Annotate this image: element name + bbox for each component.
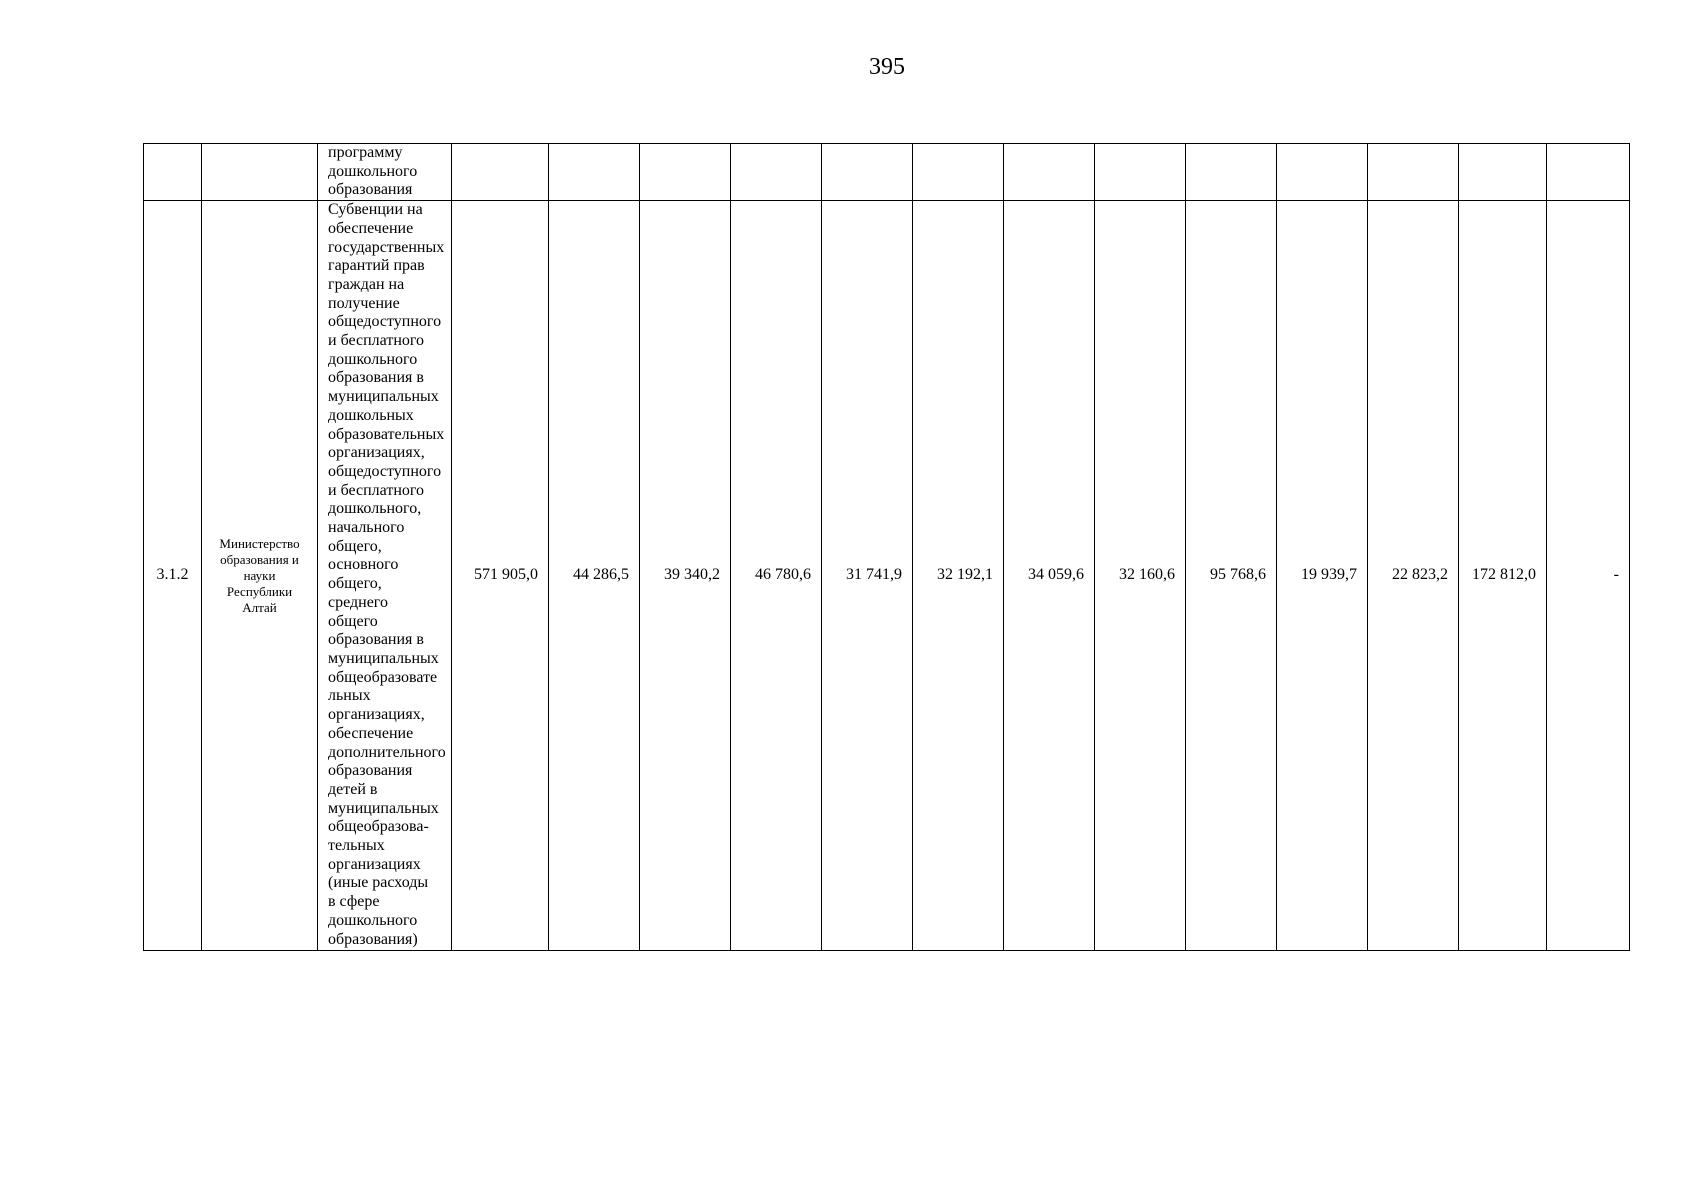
value-cell xyxy=(1095,144,1186,201)
description-cell: программу дошкольного образования xyxy=(318,144,452,201)
value-cell xyxy=(913,144,1004,201)
value-cell: 571 905,0 xyxy=(452,201,549,951)
description-cell: Субвенции на обеспечение государственных гарантий прав граждан на получение общедоступного и бесплатного дошкольного образования в муниципальных дошкольных образовательных организациях, общедоступного и бесплатного дошкольного, начального общего, основного общего, среднего общего образования в муниципальных общеобразовате льных организациях, обеспечение дополнительного образования детей в муниципальных общеобразова- тельных организациях (иные расходы в сфере дошкольного образования) xyxy=(318,201,452,951)
organization-cell: Министерство образования и науки Республики Алтай xyxy=(202,201,318,951)
budget-table xyxy=(143,143,1630,951)
table-row xyxy=(144,201,1630,951)
value-cell xyxy=(1547,144,1630,201)
value-cell: 19 939,7 xyxy=(1277,201,1368,951)
row-code-cell xyxy=(144,144,202,201)
table-row xyxy=(144,144,1630,201)
value-cell: 22 823,2 xyxy=(1368,201,1459,951)
value-cell: 32 160,6 xyxy=(1095,201,1186,951)
value-cell xyxy=(640,144,731,201)
value-cell xyxy=(1186,144,1277,201)
value-cell xyxy=(549,144,640,201)
value-cell xyxy=(822,144,913,201)
value-cell: 31 741,9 xyxy=(822,201,913,951)
value-cell: 34 059,6 xyxy=(1004,201,1095,951)
value-cell xyxy=(1368,144,1459,201)
row-code-cell: 3.1.2 xyxy=(144,201,202,951)
value-cell xyxy=(731,144,822,201)
value-cell xyxy=(452,144,549,201)
value-cell: 44 286,5 xyxy=(549,201,640,951)
page-number: 395 xyxy=(869,54,905,80)
value-cell: 172 812,0 xyxy=(1459,201,1547,951)
value-cell: 46 780,6 xyxy=(731,201,822,951)
value-cell: - xyxy=(1547,201,1630,951)
value-cell: 39 340,2 xyxy=(640,201,731,951)
value-cell xyxy=(1004,144,1095,201)
organization-cell xyxy=(202,144,318,201)
value-cell xyxy=(1459,144,1547,201)
value-cell: 95 768,6 xyxy=(1186,201,1277,951)
value-cell xyxy=(1277,144,1368,201)
value-cell: 32 192,1 xyxy=(913,201,1004,951)
